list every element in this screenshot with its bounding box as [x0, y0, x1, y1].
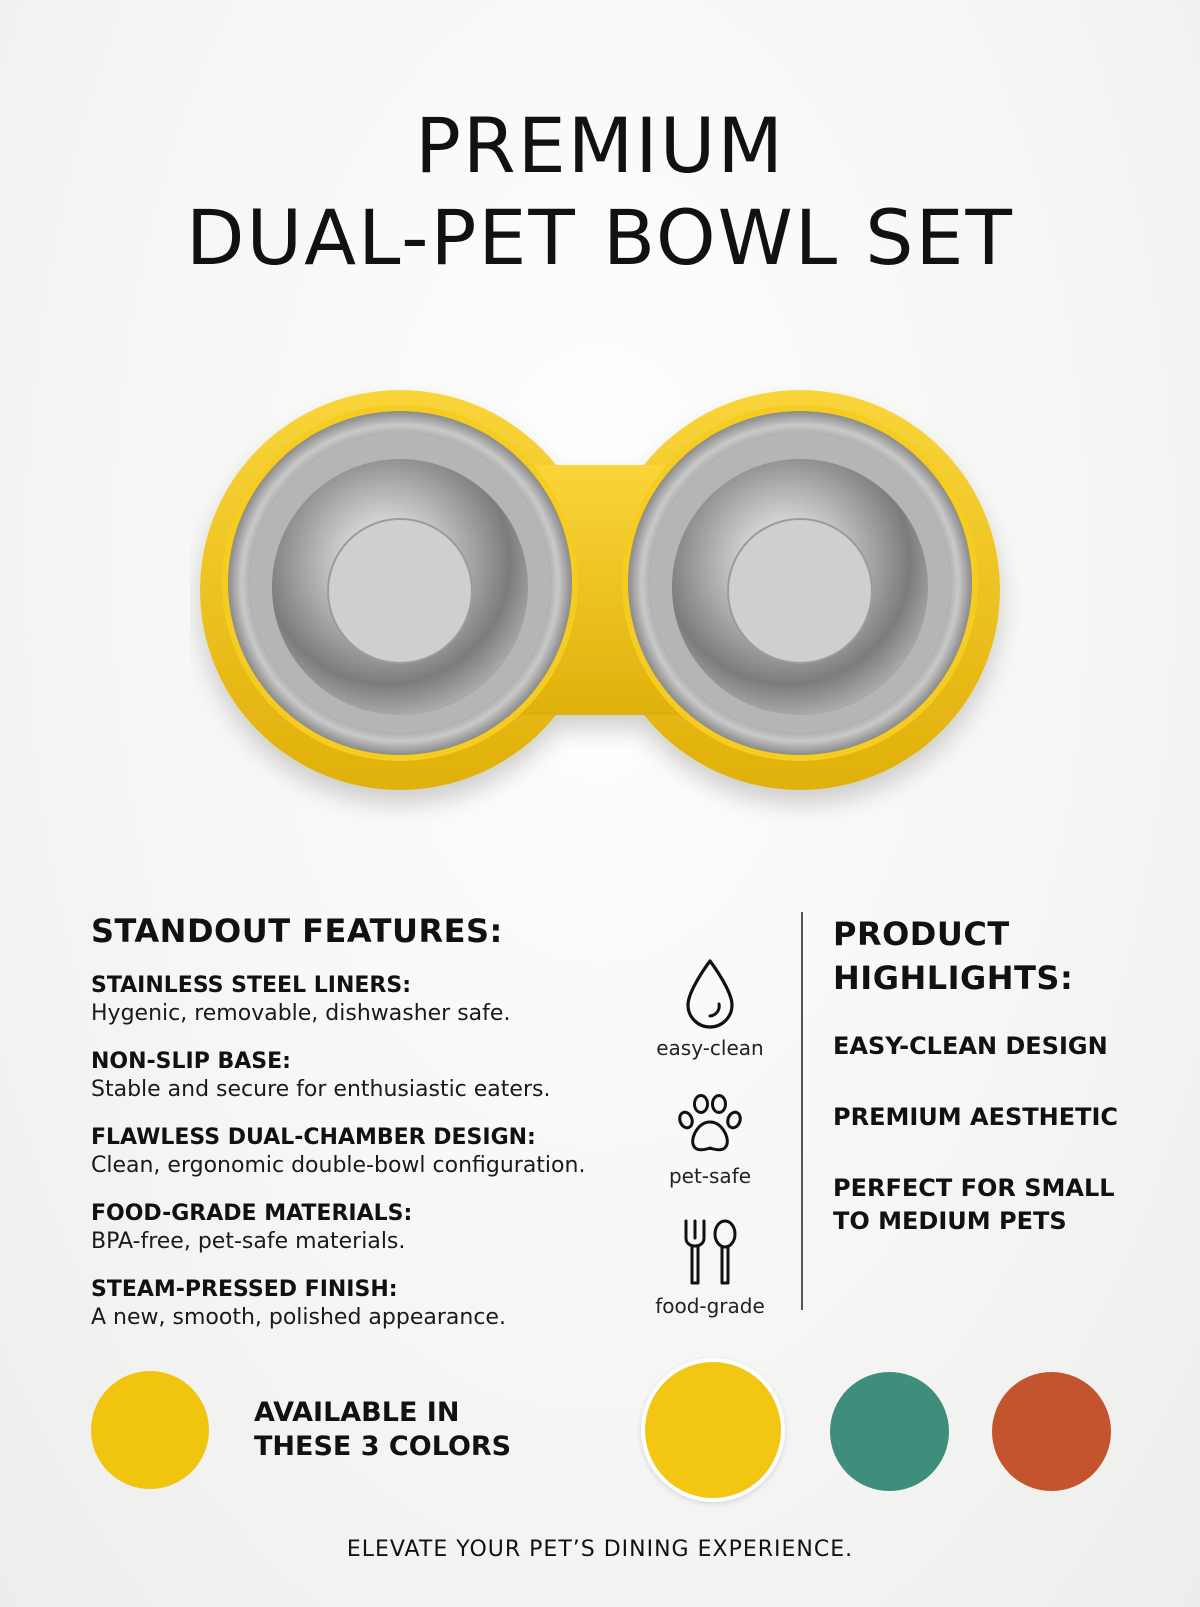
easy-clean-badge [640, 958, 780, 1060]
feature-name: FLAWLESS DUAL-CHAMBER DESIGN: [91, 1125, 536, 1150]
paw-icon [677, 1092, 743, 1158]
highlights-list [833, 1030, 1173, 1238]
colors-label-line-2: THESE 3 COLORS [254, 1431, 512, 1462]
feature-description: BPA-free, pet-safe materials. [91, 1229, 406, 1254]
feature-item [91, 1276, 651, 1331]
feature-name: FOOD-GRADE MATERIALS: [91, 1201, 413, 1226]
icon-label: food-grade [655, 1294, 765, 1318]
feature-name: STAINLESS STEEL LINERS: [91, 973, 411, 998]
feature-name: NON-SLIP BASE: [91, 1049, 291, 1074]
colors-label [254, 1396, 511, 1464]
page-title [0, 100, 1200, 284]
accent-color-dot [91, 1371, 209, 1489]
feature-name: STEAM-PRESSED FINISH: [91, 1277, 398, 1302]
color-swatch-yellow[interactable] [641, 1358, 785, 1502]
icon-label: pet-safe [668, 1164, 752, 1188]
highlight-item: EASY-CLEAN DESIGN [833, 1032, 1108, 1060]
color-swatch-teal[interactable] [830, 1372, 949, 1491]
highlight-item: PREMIUM AESTHETIC [833, 1103, 1119, 1131]
icon-label: easy-clean [656, 1036, 764, 1060]
water-drop-icon [683, 958, 737, 1030]
colors-label-line-1: AVAILABLE IN [254, 1397, 460, 1428]
color-swatch-rust[interactable] [992, 1372, 1111, 1491]
highlights-heading-line-1: PRODUCT [833, 915, 1010, 953]
highlight-line: PERFECT FOR SMALL [833, 1174, 1115, 1202]
feature-item [91, 972, 651, 1027]
dual-pet-bowl-image [190, 355, 1020, 845]
pet-safe-badge [640, 1092, 780, 1188]
feature-description: Clean, ergonomic double-bowl configuration. [91, 1153, 586, 1178]
highlights-heading [833, 912, 1173, 1000]
section-divider [801, 912, 803, 1310]
tagline: ELEVATE YOUR PET’S DINING EXPERIENCE. [346, 1537, 854, 1562]
standout-features-section [91, 912, 651, 1352]
feature-description: A new, smooth, polished appearance. [91, 1305, 506, 1330]
feature-description: Stable and secure for enthusiastic eaters. [91, 1077, 551, 1102]
fork-spoon-icon [677, 1218, 743, 1288]
title-line-2: DUAL-PET BOWL SET [186, 193, 1014, 282]
highlights-heading-line-2: HIGHLIGHTS: [833, 959, 1074, 997]
title-line-1: PREMIUM [415, 101, 785, 190]
feature-item [91, 1124, 651, 1179]
feature-description: Hygenic, removable, dishwasher safe. [91, 1001, 511, 1026]
features-list [91, 972, 651, 1331]
product-highlights-section [833, 912, 1173, 1238]
feature-item [91, 1200, 651, 1255]
highlight-item [833, 1172, 1173, 1238]
highlight-line: TO MEDIUM PETS [833, 1207, 1067, 1235]
food-grade-badge [640, 1218, 780, 1318]
features-heading: STANDOUT FEATURES: [91, 912, 503, 950]
feature-item [91, 1048, 651, 1103]
